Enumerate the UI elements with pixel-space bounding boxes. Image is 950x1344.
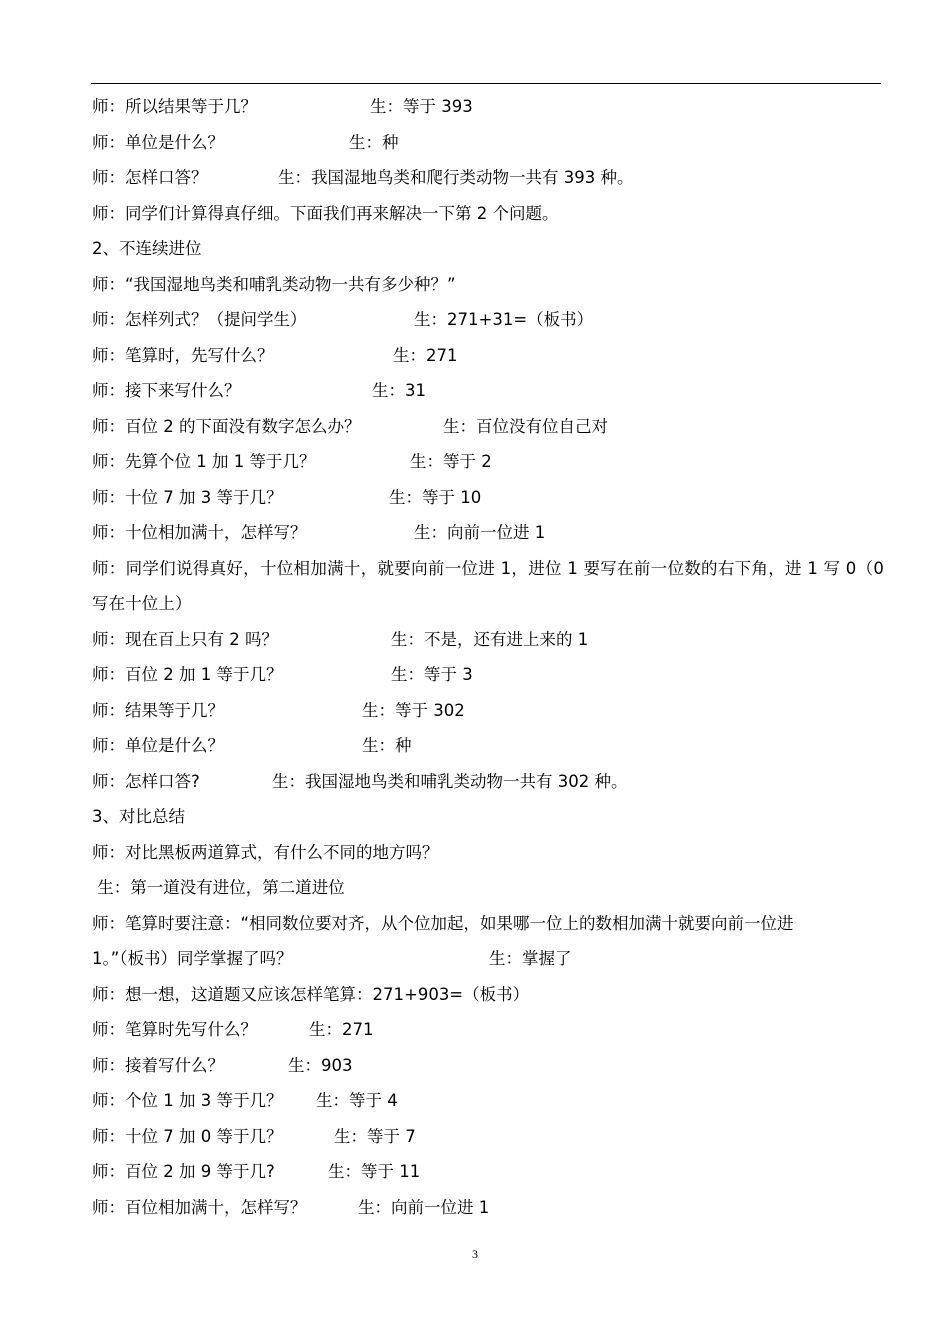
teacher-question: 师：“我国湿地鸟类和哺乳类动物一共有多少种？” bbox=[92, 274, 456, 294]
teacher-question: 师：十位相加满十，怎样写？ bbox=[92, 523, 307, 542]
dialogue-line bbox=[92, 480, 884, 516]
student-answer: 生：我国湿地鸟类和哺乳类动物一共有 302 种。 bbox=[272, 771, 628, 791]
section-heading-text: 2、不连续进位 bbox=[92, 239, 202, 258]
teacher-question: 师：百位相加满十，怎样写？ bbox=[92, 1197, 307, 1217]
student-answer: 生：百位没有位自己对 bbox=[443, 416, 608, 436]
teacher-question: 师：接下来写什么？ bbox=[92, 381, 241, 400]
section-heading-text: 3、对比总结 bbox=[92, 807, 185, 826]
student-answer: 生：等于 2 bbox=[410, 452, 492, 471]
dialogue-line bbox=[92, 870, 884, 906]
dialogue-line bbox=[92, 1012, 884, 1048]
teacher-summary-line bbox=[92, 906, 884, 942]
dialogue-line bbox=[92, 977, 884, 1013]
dialogue-line bbox=[92, 196, 884, 232]
dialogue-line bbox=[92, 515, 884, 551]
student-answer: 生：我国湿地鸟类和爬行类动物一共有 393 种。 bbox=[278, 168, 634, 187]
teacher-explanation-paragraph: 师：同学们说得真好，十位相加满十，就要向前一位进 1，进位 1 要写在前一位数的右下角，进 1 写 0（0 写在十位上） bbox=[92, 558, 884, 613]
dialogue-line bbox=[92, 1154, 884, 1190]
teacher-question: 师：百位 2 加 1 等于几？ bbox=[92, 665, 283, 684]
dialogue-line bbox=[92, 657, 884, 693]
student-answer: 生：等于 7 bbox=[334, 1126, 416, 1146]
teacher-question: 师：所以结果等于几？ bbox=[92, 97, 257, 116]
teacher-question: 师：百位 2 加 9 等于几? bbox=[92, 1162, 275, 1181]
dialogue-line bbox=[92, 622, 884, 658]
student-answer: 生：等于 302 bbox=[362, 700, 465, 720]
dialogue-line bbox=[92, 444, 884, 480]
student-answer: 生：等于 393 bbox=[370, 97, 473, 116]
teacher-question: 师：百位 2 的下面没有数字怎么办？ bbox=[92, 416, 361, 436]
dialogue-line bbox=[92, 1190, 884, 1226]
teacher-question: 师：怎样口答? bbox=[92, 771, 200, 791]
student-answer: 生：向前一位进 1 bbox=[414, 523, 546, 542]
dialogue-line bbox=[92, 1048, 884, 1084]
student-answer: 生：31 bbox=[372, 381, 426, 400]
student-answer: 生：向前一位进 1 bbox=[358, 1197, 490, 1217]
teacher-question: 师：现在百上只有 2 吗？ bbox=[92, 629, 278, 649]
teacher-question: 师：十位 7 加 3 等于几？ bbox=[92, 487, 283, 507]
student-answer: 生：等于 4 bbox=[316, 1091, 398, 1110]
student-answer: 生：271 bbox=[309, 1020, 374, 1039]
student-answer: 生：271 bbox=[393, 345, 458, 365]
student-answer: 生：903 bbox=[288, 1055, 353, 1075]
dialogue-line bbox=[92, 728, 884, 764]
student-answer: 生：等于 11 bbox=[328, 1162, 421, 1181]
student-answer: 生：不是，还有进上来的 1 bbox=[391, 629, 589, 649]
dialogue-line bbox=[92, 373, 884, 409]
teacher-question: 师：对比黑板两道算式，有什么不同的地方吗？ bbox=[92, 842, 439, 862]
teacher-summary-text-continued: 1。”（板书）同学掌握了吗？ bbox=[92, 949, 293, 968]
section-heading bbox=[92, 231, 884, 267]
teacher-question: 师：想一想，这道题又应该怎样笔算：271+903=（板书） bbox=[92, 984, 530, 1004]
teacher-question: 师：十位 7 加 0 等于几？ bbox=[92, 1126, 283, 1146]
dialogue-line bbox=[92, 1119, 884, 1155]
teacher-question: 师：单位是什么？ bbox=[92, 736, 224, 755]
dialogue-line bbox=[92, 693, 884, 729]
teacher-question: 师：个位 1 加 3 等于几？ bbox=[92, 1091, 283, 1110]
section-heading bbox=[92, 799, 884, 835]
teacher-statement: 师：同学们计算得真仔细。下面我们再来解决一下第 2 个问题。 bbox=[92, 203, 559, 223]
teacher-summary-line bbox=[92, 941, 884, 977]
teacher-question: 师：笔算时先写什么？ bbox=[92, 1020, 257, 1039]
student-answer: 生：种 bbox=[349, 132, 399, 152]
teacher-question: 师：先算个位 1 加 1 等于几？ bbox=[92, 452, 316, 471]
dialogue-line bbox=[92, 338, 884, 374]
teacher-question: 师：单位是什么？ bbox=[92, 132, 224, 152]
header-rule bbox=[91, 83, 881, 84]
document-body bbox=[92, 89, 884, 1225]
teacher-question: 师：接着写什么？ bbox=[92, 1055, 224, 1075]
dialogue-line bbox=[92, 302, 884, 338]
student-answer: 生：等于 3 bbox=[391, 665, 473, 684]
dialogue-line bbox=[92, 125, 884, 161]
page-number: 3 bbox=[472, 1247, 478, 1261]
dialogue-line bbox=[92, 267, 884, 303]
dialogue-line bbox=[92, 89, 884, 125]
dialogue-line bbox=[92, 1083, 884, 1119]
dialogue-line bbox=[92, 835, 884, 871]
dialogue-line bbox=[92, 409, 884, 445]
teacher-question: 师：怎样口答？ bbox=[92, 168, 208, 187]
teacher-question: 师：结果等于几？ bbox=[92, 700, 224, 720]
dialogue-line bbox=[92, 764, 884, 800]
dialogue-line bbox=[92, 160, 884, 196]
student-answer: 生：第一道没有进位，第二道进位 bbox=[92, 878, 345, 897]
student-answer: 生：271+31=（板书） bbox=[414, 310, 594, 329]
student-answer: 生：掌握了 bbox=[489, 949, 572, 968]
teacher-question: 师：怎样列式？（提问学生） bbox=[92, 310, 307, 329]
teacher-question: 师：笔算时，先写什么？ bbox=[92, 345, 274, 365]
student-answer: 生：种 bbox=[362, 736, 412, 755]
student-answer: 生：等于 10 bbox=[389, 487, 482, 507]
teacher-summary-text: 师：笔算时要注意：“相同数位要对齐，从个位加起，如果哪一位上的数相加满十就要向前一位进 bbox=[92, 913, 794, 933]
